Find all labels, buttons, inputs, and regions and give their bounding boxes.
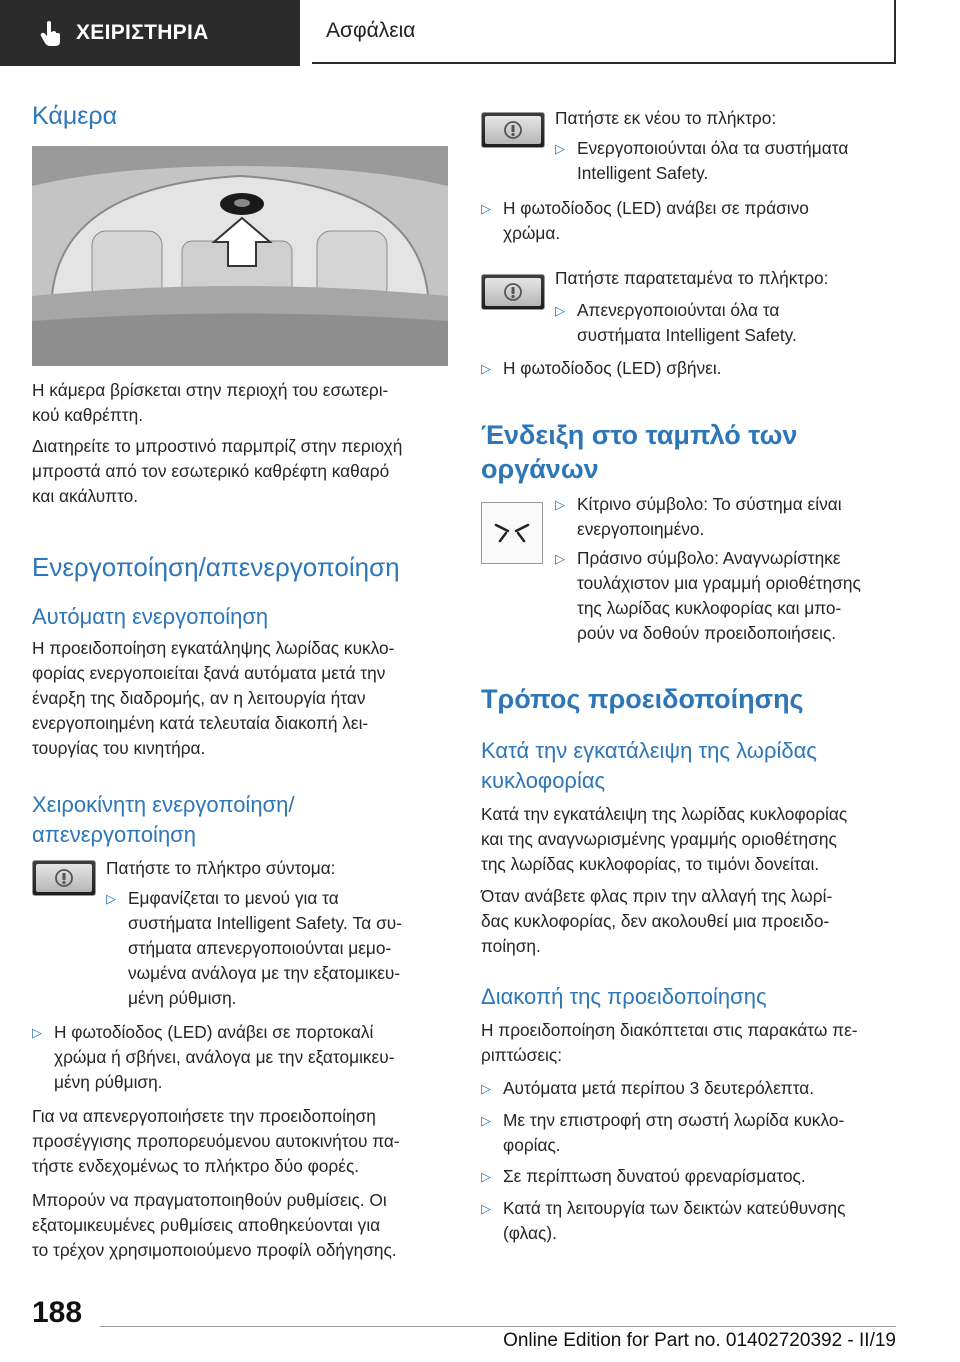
- bullet-triangle-icon: ▷: [555, 303, 565, 318]
- interrupt-heading: Διακοπή της προειδοποίησης: [481, 984, 767, 1009]
- intelligent-safety-icon: [54, 868, 74, 888]
- warning-mode-heading: Τρόπος προειδοποίησης: [481, 684, 804, 714]
- lane-leave-heading: Κατά την εγκατάλειψη της λωρίδας κυκλοφορίας: [481, 738, 817, 793]
- bullet-triangle-icon: ▷: [555, 497, 565, 512]
- windshield-clear-text: Διατηρείτε το μπροστινό παρμπρίζ στην περιοχή μπροστά από τον εσωτερικό καθρέφτη καθαρό και ακάλυπτο.: [32, 436, 403, 506]
- bullet-triangle-icon: ▷: [555, 141, 565, 156]
- list-item: ▷ Κατά τη λειτουργία των δεικτών κατεύθυνσης (φλας).: [481, 1198, 846, 1243]
- list-item: ▷ Κίτρινο σύμβολο: Το σύστημα είναι ενεργοποιημένο.: [555, 494, 842, 539]
- press-short-text: Πατήστε το πλήκτρο σύντομα:: [106, 858, 336, 878]
- interrupt-text: Η προειδοποίηση διακόπτεται στις παρακάτω πε- ριπτώσεις:: [481, 1020, 858, 1065]
- bullet-triangle-icon: ▷: [481, 1081, 491, 1096]
- intelligent-safety-icon: [503, 282, 523, 302]
- bullet-triangle-icon: ▷: [481, 361, 491, 376]
- camera-photo: [32, 146, 448, 366]
- bullet-triangle-icon: ▷: [481, 1113, 491, 1128]
- instrument-display-heading: Ένδειξη στο ταμπλό των οργάνων: [481, 420, 798, 484]
- list-item: ▷ Η φωτοδίοδος (LED) ανάβει σε πορτοκαλί χρώμα ή σβήνει, ανάλογα με την εξατομικευ- μένη ρύθμιση.: [32, 1022, 395, 1092]
- bullet-triangle-icon: ▷: [555, 551, 565, 566]
- list-item: ▷ Με την επιστροφή στη σωστή λωρίδα κυκλο- φορίας.: [481, 1110, 845, 1155]
- page-number: 188: [32, 1296, 83, 1329]
- lane-symbol-image: [481, 502, 543, 564]
- intelligent-safety-button: [32, 860, 96, 896]
- manual-activation-heading: Χειροκίνητη ενεργοποίηση/ απενεργοποίηση: [32, 792, 295, 847]
- section-title: ΧΕΙΡΙΣΤΗΡΙΑ: [76, 21, 209, 44]
- intelligent-safety-icon: [503, 120, 523, 140]
- list-item: ▷ Απενεργοποιούνται όλα τα συστήματα Intelligent Safety.: [555, 300, 797, 345]
- press-long-text: Πατήστε παρατεταμένα το πλήκτρο:: [555, 268, 829, 288]
- bullet-triangle-icon: ▷: [481, 1201, 491, 1216]
- windshield-camera-illustration: [32, 146, 448, 366]
- list-item: ▷ Αυτόματα μετά περίπου 3 δευτερόλεπτα.: [481, 1076, 901, 1101]
- bullet-triangle-icon: ▷: [106, 891, 116, 906]
- auto-activation-text: Η προειδοποίηση εγκατάληψης λωρίδας κυκλο- φορίας ενεργοποιείται ξανά αυτόματα μετά την έναρξη της διαδρομής, αν η λειτουργία ήταν ενεργοποιημένη κατά τελευταία διακοπή λει- τουργίας του κινητήρα.: [32, 638, 395, 758]
- onoff-heading: Ενεργοποίηση/απενεργοποίηση: [32, 552, 400, 582]
- intelligent-safety-button: [481, 274, 545, 310]
- turn-signal-text: Όταν ανάβετε φλας πριν την αλλαγή της λωρί- δας κυκλοφορίας, δεν ακολουθεί μια προειδο- ποίηση.: [481, 886, 833, 956]
- footer-divider: [100, 1326, 896, 1327]
- lane-departure-icon: [482, 503, 542, 563]
- list-item: ▷ Πράσινο σύμβολο: Αναγνωρίστηκε τουλάχιστον μια γραμμή οριοθέτησης της λωρίδας κυκλοφορίας και μπο- ρούν να δοθούν προειδοποιήσεις.: [555, 548, 861, 643]
- chapter-header: [312, 0, 896, 64]
- list-item: ▷ Εμφανίζεται το μενού για τα συστήματα Intelligent Safety. Τα συ- στήματα απενεργοποιούνται μεμο- νωμένα ανάλογα με την εξατομικευ- μένη ρύθμιση.: [106, 888, 402, 1008]
- chapter-title: Ασφάλεια: [326, 19, 416, 42]
- deactivate-approach-text: Για να απενεργοποιήσετε την προειδοποίηση προσέγγισης προπορευόμενου αυτοκινήτου πα- τήστε ενδεχομένως το πλήκτρο δύο φορές.: [32, 1106, 400, 1176]
- intelligent-safety-button: [481, 112, 545, 148]
- section-tab[interactable]: [0, 0, 300, 66]
- list-item: ▷ Η φωτοδίοδος (LED) σβήνει.: [481, 356, 901, 381]
- camera-heading: Κάμερα: [32, 102, 118, 130]
- list-item: ▷ Ενεργοποιούνται όλα τα συστήματα Intelligent Safety.: [555, 138, 849, 183]
- hand-pointer-icon: [40, 20, 62, 46]
- edition-link[interactable]: Online Edition for Part no. 01402720392 - II/19: [503, 1330, 896, 1351]
- bullet-triangle-icon: ▷: [32, 1025, 42, 1040]
- lane-leave-text: Κατά την εγκατάλειψη της λωρίδας κυκλοφορίας και της αναγνωρισμένης γραμμής οριοθέτησης της λωρίδας κυκλοφορίας, το τιμόνι δονείται.: [481, 804, 848, 874]
- bullet-triangle-icon: ▷: [481, 201, 491, 216]
- bullet-triangle-icon: ▷: [481, 1169, 491, 1184]
- auto-activation-heading: Αυτόματη ενεργοποίηση: [32, 604, 269, 629]
- camera-location-text: Η κάμερα βρίσκεται στην περιοχή του εσωτερι- κού καθρέπτη.: [32, 380, 389, 425]
- press-again-text: Πατήστε εκ νέου το πλήκτρο:: [555, 108, 777, 128]
- list-item: ▷ Η φωτοδίοδος (LED) ανάβει σε πράσινο χρώμα.: [481, 198, 809, 243]
- settings-text: Μπορούν να πραγματοποιηθούν ρυθμίσεις. Οι εξατομικευμένες ρυθμίσεις αποθηκεύονται για το τρέχον χρησιμοποιούμενο προφίλ οδήγησης.: [32, 1190, 397, 1260]
- list-item: ▷ Σε περίπτωση δυνατού φρεναρίσματος.: [481, 1164, 901, 1189]
